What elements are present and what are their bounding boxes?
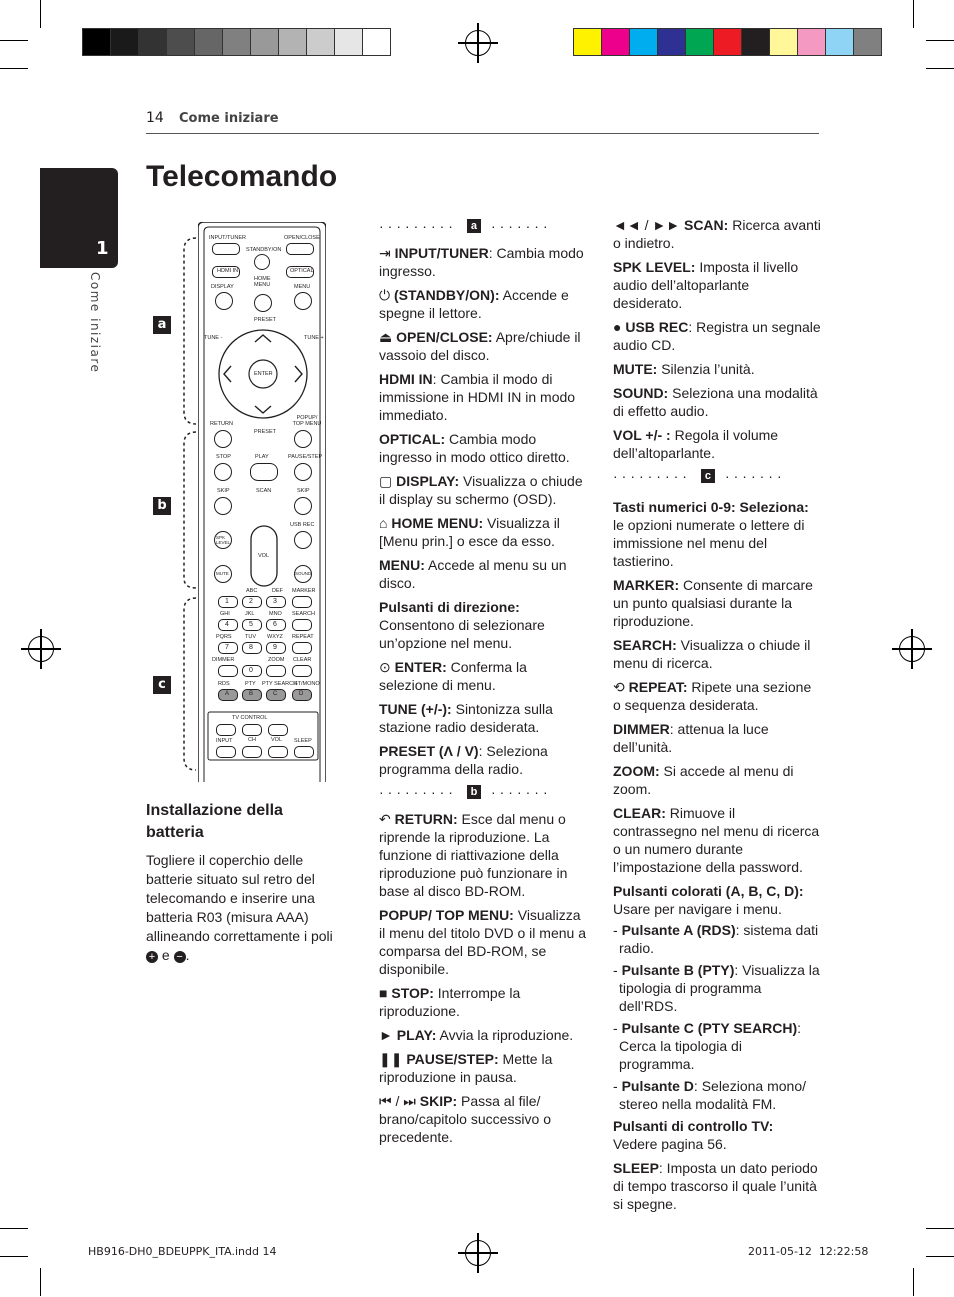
digit-label: 4	[225, 621, 229, 628]
label-dimmer: DIMMER	[212, 657, 235, 663]
marker-button[interactable]	[292, 596, 312, 608]
label-display: DISPLAY	[211, 284, 234, 290]
repeat-icon: ⟲	[613, 679, 629, 695]
label-tuv: TUV	[245, 634, 256, 640]
crop-mark	[0, 40, 28, 41]
label-ch: CH	[248, 737, 256, 743]
play-button[interactable]	[250, 463, 278, 481]
item-color-keys: Pulsanti colorati (A, B, C, D): Usare per navigare i menu.	[613, 883, 804, 917]
tv-input-button[interactable]	[216, 746, 236, 758]
digit-label: 9	[273, 644, 277, 651]
label-def: DEF	[272, 588, 283, 594]
key-7[interactable]	[218, 642, 238, 654]
crop-mark	[913, 0, 914, 28]
item-search: SEARCH: Visualizza o chiude il menu di ricerca.	[613, 637, 811, 671]
key-1[interactable]	[218, 596, 238, 608]
item-vol: VOL +/- : Regola il volume dell’altoparlante.	[613, 427, 779, 461]
home-icon: ⌂	[379, 515, 392, 531]
label-tune-minus: TUNE -	[204, 335, 223, 341]
item-standby: ⏻ (STANDBY/ON): Accende e spegne il lettore.	[379, 287, 569, 321]
play-icon: ►	[379, 1027, 397, 1043]
item-home-menu: ⌂ HOME MENU: Visualizza il [Menu prin.] o esce da esso.	[379, 515, 560, 549]
hdmi-in-button[interactable]	[212, 266, 240, 278]
label-st-mono: ST/MONO	[294, 681, 320, 687]
label-skip-left: SKIP	[217, 488, 230, 494]
running-header: Come iniziare	[179, 111, 279, 126]
crop-mark	[926, 68, 954, 69]
color-bar	[573, 28, 881, 56]
registration-mark	[465, 30, 491, 56]
stop-button[interactable]	[214, 463, 232, 481]
digit-label: 0	[249, 667, 253, 674]
key-2[interactable]	[242, 596, 262, 608]
label-usb-rec: USB REC	[290, 522, 315, 528]
item-repeat: ⟲ REPEAT: Ripete una sezione o sequenza desiderata.	[613, 679, 812, 713]
display-icon: ▢	[379, 473, 397, 489]
scan-icon: ◄◄ / ►►	[613, 217, 684, 233]
tv-vol-down-button[interactable]	[268, 746, 288, 758]
label-mno: MNO	[269, 611, 282, 617]
item-enter: ⊙ ENTER: Conferma la selezione di menu.	[379, 659, 527, 693]
label-vol: VOL	[258, 553, 270, 559]
label-pty: PTY	[245, 681, 256, 687]
item-stop: ■ STOP: Interrompe la riproduzione.	[379, 985, 521, 1019]
label-spk-level: SPK LEVEL	[216, 535, 231, 545]
display-button[interactable]	[215, 292, 233, 310]
sub-item-c: - Pulsante C (PTY SEARCH): Cerca la tipologia di programma.	[613, 1020, 801, 1072]
item-zoom: ZOOM: Si accede al menu di zoom.	[613, 763, 794, 797]
item-skip: ⏮ / ⏭ SKIP: Passa al file/ brano/capitolo successivo o precedente.	[379, 1093, 551, 1145]
item-hdmi-in: HDMI IN: Cambia il modo di immissione in HDMI IN in modo immediato.	[379, 371, 576, 423]
digit-label: 6	[273, 621, 277, 628]
label-menu: MENU	[294, 284, 311, 290]
color-key-label: B	[249, 691, 254, 697]
crop-mark	[926, 1256, 954, 1257]
label-pty-search: PTY SEARCH	[262, 681, 298, 687]
item-clear: CLEAR: Rimuove il contrassegno nel menu di ricerca o un numero durante l’impostazione della password.	[613, 805, 820, 875]
installation-text: Togliere il coperchio delle batterie situato sul retro del telecomando e inserire una batteria R03 (misura AAA) allineando correttamente i poli	[146, 852, 333, 944]
label-skip-right: SKIP	[297, 488, 310, 494]
skip-forward-button[interactable]	[294, 497, 312, 515]
repeat-button[interactable]	[292, 642, 312, 654]
digit-label: 7	[225, 644, 229, 651]
item-mute: MUTE: Silenzia l’unità.	[613, 361, 755, 377]
zoom-button[interactable]	[266, 665, 286, 677]
tv-vol-up-button[interactable]	[268, 724, 288, 736]
label-hdmi-in: HDMI IN	[217, 268, 239, 274]
label-pause: PAUSE/STEP	[288, 454, 323, 460]
chapter-number: 1	[96, 238, 109, 259]
tv-power-button[interactable]	[216, 724, 236, 736]
standby-button[interactable]	[254, 254, 270, 270]
tv-ch-up-button[interactable]	[242, 724, 262, 736]
label-tv-control: TV CONTROL	[232, 715, 268, 721]
color-key-a[interactable]	[218, 689, 238, 701]
color-key-label: D	[299, 691, 304, 697]
color-key-c[interactable]	[266, 689, 286, 701]
search-button[interactable]	[292, 619, 312, 631]
key-6[interactable]	[266, 619, 286, 631]
item-display: ▢ DISPLAY: Visualizza o chiude il display su schermo (OSD).	[379, 473, 583, 507]
label-mute: MUTE	[216, 571, 229, 576]
input-tuner-button[interactable]	[212, 243, 240, 255]
usb-rec-button[interactable]	[294, 531, 312, 549]
label-abc: ABC	[246, 588, 258, 594]
home-menu-button[interactable]	[254, 294, 272, 312]
label-input-tuner: INPUT/TUNER	[209, 235, 246, 241]
clear-button[interactable]	[292, 665, 312, 677]
column-2	[613, 216, 821, 1219]
callout-c: c	[153, 676, 171, 694]
page-number: 14	[146, 110, 164, 126]
minus-pole-icon: −	[174, 951, 186, 963]
key-0[interactable]	[242, 665, 262, 677]
crop-mark	[913, 1268, 914, 1296]
color-key-b[interactable]	[242, 689, 262, 701]
label-search: SEARCH	[292, 611, 315, 617]
label-return: RETURN	[210, 421, 233, 427]
section-divider-a: ········· a ·······	[379, 218, 552, 234]
label-ghi: GHI	[220, 611, 230, 617]
label-zoom: ZOOM	[268, 657, 285, 663]
color-key-d[interactable]	[292, 689, 312, 701]
section-badge-a: a	[467, 219, 481, 233]
crop-mark	[40, 1268, 41, 1296]
footer-date: 2011-05-12 ￼￼ 12:22:58	[748, 1245, 869, 1258]
return-icon: ↶	[379, 811, 395, 827]
item-menu: MENU: Accede al menu su un disco.	[379, 557, 567, 591]
sub-item-d: - Pulsante D: Seleziona mono/ stereo nella modalità FM.	[613, 1078, 806, 1112]
crop-mark	[40, 0, 41, 28]
label-popup: POPUP/ TOP MENU	[292, 415, 322, 427]
label-home-menu: HOME MENU	[254, 276, 271, 288]
remote-control-illustration	[198, 222, 326, 782]
item-direction: Pulsanti di direzione: Consentono di selezionare un’opzione nel menu.	[379, 599, 545, 651]
section-divider-c: ········· c ·······	[613, 468, 786, 484]
enter-button[interactable]: ENTER	[254, 371, 273, 377]
label-open-close: OPEN/CLOSE	[284, 235, 320, 241]
crop-mark	[0, 68, 28, 69]
tv-ch-down-button[interactable]	[242, 746, 262, 758]
digit-label: 1	[225, 598, 229, 605]
skip-back-button[interactable]	[214, 497, 232, 515]
key-5[interactable]	[242, 619, 262, 631]
item-tv-control: Pulsanti di controllo TV: Vedere pagina 56.	[613, 1118, 774, 1152]
label-preset-top: PRESET	[254, 317, 277, 323]
label-standby: STANDBY/ON	[246, 247, 282, 253]
stop-icon: ■	[379, 985, 392, 1001]
and-text: e	[161, 947, 170, 963]
color-key-label: C	[273, 691, 278, 697]
item-input-tuner: ⇥ INPUT/TUNER: Cambia modo ingresso.	[379, 245, 584, 279]
crop-mark	[926, 1228, 954, 1229]
sleep-button[interactable]	[294, 746, 314, 758]
callout-b: b	[153, 497, 171, 515]
label-stop: STOP	[216, 454, 231, 460]
item-scan: ◄◄ / ►► SCAN: Ricerca avanti o indietro.	[613, 217, 821, 251]
chapter-side-label: Come iniziare	[88, 272, 102, 374]
menu-button[interactable]	[294, 292, 312, 310]
key-9[interactable]	[266, 642, 286, 654]
section-badge-b: b	[467, 785, 481, 799]
label-input: INPUT	[216, 738, 233, 744]
label-rds: RDS	[218, 681, 230, 687]
label-preset-bottom: PRESET	[254, 429, 277, 435]
sub-item-b: - Pulsante B (PTY): Visualizza la tipologia di programma dell’RDS.	[613, 962, 820, 1014]
enter-icon: ⊙	[379, 659, 395, 675]
item-dimmer: DIMMER: attenua la luce dell’unità.	[613, 721, 769, 755]
digit-label: 2	[249, 598, 253, 605]
pause-icon: ❚❚	[379, 1051, 407, 1067]
registration-mark	[465, 1240, 491, 1266]
pause-button[interactable]	[294, 463, 312, 481]
label-pqrs: PQRS	[216, 634, 232, 640]
record-icon: ●	[613, 319, 626, 335]
item-marker: MARKER: Consente di marcare un punto qualsiasi durante la riproduzione.	[613, 577, 813, 629]
registration-mark	[899, 636, 925, 662]
crop-mark	[926, 40, 954, 41]
label-repeat: REPEAT	[292, 634, 314, 640]
open-close-button[interactable]	[286, 243, 314, 255]
label-tv-vol: VOL	[271, 737, 283, 743]
item-open-close: ⏏ OPEN/CLOSE: Apre/chiude il vassoio del disco.	[379, 329, 581, 363]
label-jkl: JKL	[245, 611, 255, 617]
column-1	[379, 218, 586, 1152]
label-play: PLAY	[255, 454, 269, 460]
skip-icon: ⏮ / ⏭	[379, 1093, 420, 1109]
item-play: ► PLAY: Avvia la riproduzione.	[379, 1027, 574, 1043]
digit-label: 3	[273, 598, 277, 605]
power-icon: ⏻	[379, 287, 394, 303]
label-sound: SOUND	[295, 571, 312, 576]
crop-mark	[0, 1256, 28, 1257]
return-button[interactable]	[214, 430, 232, 448]
item-return: ↶ RETURN: Esce dal menu o riprende la riproduzione. La funzione di riattivazione della riproduzione può funzionare in base al disco BD-ROM.	[379, 811, 568, 899]
sub-item-a: - Pulsante A (RDS): sistema dati radio.	[613, 922, 819, 956]
section-divider-b: ········· b ·······	[379, 784, 552, 800]
item-pause: ❚❚ PAUSE/STEP: Mette la riproduzione in pausa.	[379, 1051, 553, 1085]
item-usb-rec: ● USB REC: Registra un segnale audio CD.	[613, 319, 821, 353]
item-sleep: SLEEP: Imposta un dato periodo di tempo trascorso il quale l’unità si spegne.	[613, 1160, 818, 1212]
digit-label: 8	[249, 644, 253, 651]
key-8[interactable]	[242, 642, 262, 654]
item-sound: SOUND: Seleziona una modalità di effetto audio.	[613, 385, 818, 419]
label-marker: MARKER	[292, 588, 316, 594]
page-title: Telecomando	[146, 160, 338, 193]
label-optical: OPTICAL	[290, 268, 314, 274]
popup-button[interactable]	[294, 430, 312, 448]
digit-label: 5	[249, 621, 253, 628]
plus-pole-icon: +	[146, 951, 158, 963]
label-scan: SCAN	[256, 488, 272, 494]
sound-button[interactable]	[294, 565, 312, 583]
label-sleep: SLEEP	[294, 738, 312, 744]
label-tune-plus: TUNE +	[304, 335, 324, 341]
label-clear: CLEAR	[293, 657, 312, 663]
label-wxyz: WXYZ	[267, 634, 283, 640]
grayscale-bar	[82, 28, 390, 56]
eject-icon: ⏏	[379, 329, 397, 345]
key-3[interactable]	[266, 596, 286, 608]
crop-mark	[0, 1228, 28, 1229]
callout-a: a	[153, 316, 171, 334]
key-4[interactable]	[218, 619, 238, 631]
item-optical: OPTICAL: Cambia modo ingresso in modo ottico diretto.	[379, 431, 570, 465]
item-spk-level: SPK LEVEL: Imposta il livello audio dell’altoparlante desiderato.	[613, 259, 799, 311]
item-popup: POPUP/ TOP MENU: Visualizza il menu del titolo DVD o il menu a comparsa del BD-ROM, se disponibile.	[379, 907, 586, 977]
item-numeric: Tasti numerici 0-9: Seleziona: le opzioni numerate o lettere di immissione nel menu del tastierino.	[613, 499, 809, 569]
item-tune: TUNE (+/-): Sintonizza sulla stazione radio desiderata.	[379, 701, 553, 735]
installation-body: Togliere il coperchio delle batterie situato sul retro del telecomando e inserire una batteria R03 (misura AAA) allineando correttamente i poli + e − .	[146, 852, 333, 963]
header-rule	[146, 133, 819, 134]
grouping-brackets	[180, 236, 200, 772]
footer-file: HB916-DH0_BDEUPPK_ITA.indd 14	[88, 1245, 277, 1258]
input-icon: ⇥	[379, 245, 395, 261]
mute-button[interactable]	[214, 565, 232, 583]
registration-mark	[28, 636, 54, 662]
installation-heading: Installazione della batteria	[146, 802, 283, 841]
optical-button[interactable]	[286, 266, 314, 278]
section-badge-c: c	[701, 469, 715, 483]
color-key-label: A	[225, 691, 230, 697]
dimmer-button[interactable]	[218, 665, 238, 677]
item-preset: PRESET (Λ / V): Seleziona programma della radio.	[379, 743, 548, 777]
